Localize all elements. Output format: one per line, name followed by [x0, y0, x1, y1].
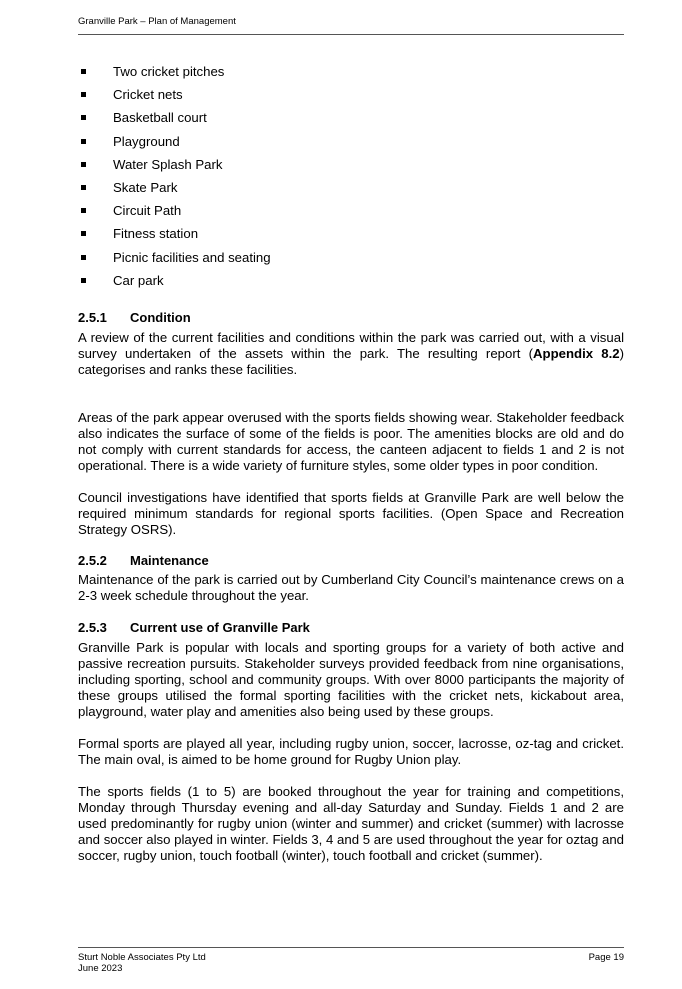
square-bullet-icon	[81, 185, 86, 190]
list-item-text: Water Splash Park	[113, 156, 223, 172]
page-number: Page 19	[588, 952, 624, 963]
section-title: Maintenance	[130, 552, 209, 568]
condition-paragraph-1	[78, 330, 624, 378]
square-bullet-icon	[81, 92, 86, 97]
list-item	[78, 199, 624, 222]
footer-divider	[78, 947, 624, 948]
current-use-paragraph-2: Formal sports are played all year, including rugby union, soccer, lacrosse, oz-tag and cricket. The main oval, is aimed to be home ground for Rugby Union play.	[78, 735, 624, 767]
current-use-paragraph-3: The sports fields (1 to 5) are booked throughout the year for training and competitions, Monday through Thursday evening and all-day Saturday and Sunday. Fields 1 and 2 are used predominantly for rugby union (winter and summer) and cricket (summer) with lacrosse and soccer also played in winter. Fields 3, 4 and 5 are used throughout the year for oztag and soccer, rugby union, touch football (winter), touch football and cricket (summer).	[78, 783, 624, 863]
text-run: ) categorises and ranks these facilities.	[78, 345, 624, 377]
condition-paragraph-3: Council investigations have identified that sports fields at Granville Park are well below the required minimum standards for regional sports facilities. (Open Space and Recreation Strategy OSRS).	[78, 489, 624, 537]
footer-left	[78, 952, 206, 974]
list-item	[78, 222, 624, 245]
list-item-text: Skate Park	[113, 179, 178, 195]
header-divider	[78, 34, 624, 35]
square-bullet-icon	[81, 208, 86, 213]
list-item	[78, 83, 624, 106]
maintenance-paragraph: Maintenance of the park is carried out by Cumberland City Council’s maintenance crews on a 2-3 week schedule throughout the year.	[78, 571, 624, 603]
square-bullet-icon	[81, 115, 86, 120]
section-number: 2.5.3	[78, 619, 107, 635]
list-item	[78, 176, 624, 199]
list-item	[78, 269, 624, 292]
list-item	[78, 130, 624, 153]
list-item-text: Cricket nets	[113, 87, 183, 103]
section-number: 2.5.2	[78, 552, 107, 568]
footer-company: Sturt Noble Associates Pty Ltd	[78, 952, 206, 963]
square-bullet-icon	[81, 278, 86, 283]
footer-date: June 2023	[78, 963, 123, 974]
list-item	[78, 106, 624, 129]
list-item	[78, 246, 624, 269]
section-number: 2.5.1	[78, 309, 107, 325]
list-item-text: Circuit Path	[113, 203, 182, 219]
text-run: A review of the current facilities and conditions within the park was carried out, with a visual survey undertaken of the assets within the park. The resulting report (	[78, 329, 624, 361]
section-heading-maintenance	[78, 553, 624, 569]
square-bullet-icon	[81, 162, 86, 167]
list-item-text: Fitness station	[113, 226, 199, 242]
appendix-reference: Appendix 8.2	[532, 345, 620, 361]
section-title: Current use of Granville Park	[130, 619, 310, 635]
page-body	[78, 60, 624, 864]
square-bullet-icon	[81, 69, 86, 74]
square-bullet-icon	[81, 139, 86, 144]
section-title: Condition	[130, 309, 191, 325]
current-use-paragraph-1: Granville Park is popular with locals and sporting groups for a variety of both active and passive recreation pursuits. Stakeholder surveys provided feedback from nine organisations, including sporting, school and community groups. With over 8000 participants the majority of these groups utilised the formal sporting facilities with the cricket nets, kickabout area, playground, water play and amenities also being used by these groups.	[78, 639, 624, 719]
list-item	[78, 153, 624, 176]
facilities-list	[78, 60, 624, 292]
list-item-text: Two cricket pitches	[113, 64, 225, 79]
square-bullet-icon	[81, 231, 86, 236]
list-item-text: Basketball court	[113, 110, 207, 126]
condition-paragraph-2: Areas of the park appear overused with the sports fields showing wear. Stakeholder feedback also indicates the surface of some of the fields is poor. The amenities blocks are old and do not comply with current standards for access, the canteen adjacent to fields 1 and 2 is not operational. There is a wide variety of furniture styles, some older types in poor condition.	[78, 409, 624, 473]
square-bullet-icon	[81, 255, 86, 260]
list-item	[78, 60, 624, 83]
running-header: Granville Park – Plan of Management	[78, 16, 236, 27]
section-heading-condition	[78, 310, 624, 326]
list-item-text: Playground	[113, 133, 180, 149]
list-item-text: Car park	[113, 272, 164, 288]
section-heading-current-use	[78, 620, 624, 636]
list-item-text: Picnic facilities and seating	[113, 249, 271, 265]
